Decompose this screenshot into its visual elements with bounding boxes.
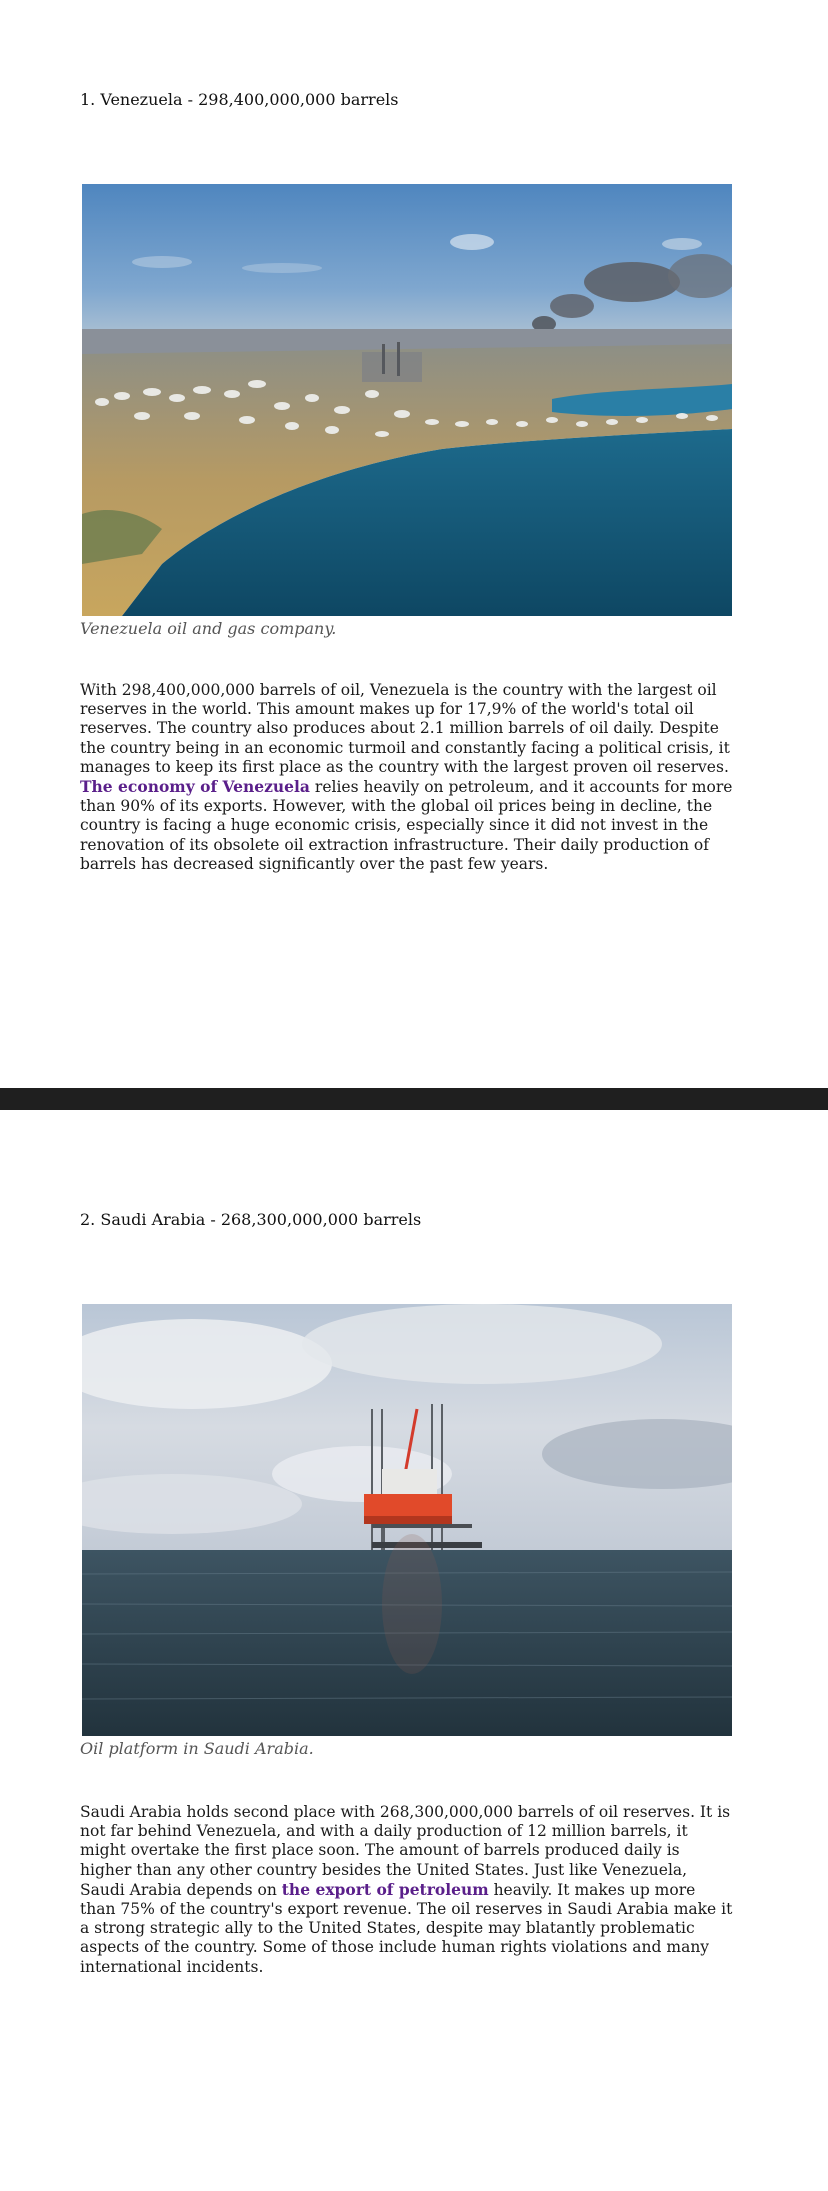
slide-saudi-arabia (0, 1110, 828, 2191)
image-caption: Oil platform in Saudi Arabia. (80, 1739, 314, 1758)
export-of-petroleum-link[interactable]: the export of petroleum (281, 1879, 489, 1899)
section-heading: 2. Saudi Arabia - 268,300,000,000 barrels (80, 1210, 422, 1229)
image-caption: Venezuela oil and gas company. (80, 619, 337, 638)
venezuela-refinery-image (82, 184, 732, 616)
paragraph-text: heavily. It makes up more than 75% of the country's export revenue. The oil reserves in Saudi Arabia make it a strong strategic ally to the United States, despite may blatantly problematic aspects of the country. Some of those include human rights violations and many international incidents. (80, 1880, 733, 1976)
refinery-photo-illustration (82, 184, 732, 616)
paragraph-text: Saudi Arabia holds second place with 268,300,000,000 barrels of oil reserves. It is not far behind Venezuela, and with a daily production of 12 million barrels, it might overtake the first place soon. The amount of barrels produced daily is higher than any other country besides the United States. Just like Venezuela, Saudi Arabia depends on (80, 1803, 731, 1899)
section-body (80, 1803, 735, 1977)
slide-venezuela (0, 0, 828, 1088)
section-heading: 1. Venezuela - 298,400,000,000 barrels (80, 90, 399, 109)
slide-divider (0, 1088, 828, 1110)
oil-platform-photo-illustration (82, 1304, 732, 1736)
section-body (80, 681, 735, 874)
paragraph-text: With 298,400,000,000 barrels of oil, Venezuela is the country with the largest oil reserves in the world. This amount makes up for 17,9% of the world's total oil reserves. The country also produces about 2.1 million barrels of oil daily. Despite the country being in an economic turmoil and constantly facing a political crisis, it manages to keep its first place as the country with the largest proven oil reserves. (80, 681, 730, 776)
economy-of-venezuela-link[interactable]: The economy of Venezuela (80, 777, 310, 797)
paragraph-text: relies heavily on petroleum, and it accounts for more than 90% of its exports. However, with the global oil prices being in decline, the country is facing a huge economic crisis, especially since it did not invest in the renovation of its obsolete oil extraction infrastructure. Their daily production of barrels has decreased significantly over the past few years. (80, 778, 733, 873)
saudi-oil-platform-image (82, 1304, 732, 1736)
